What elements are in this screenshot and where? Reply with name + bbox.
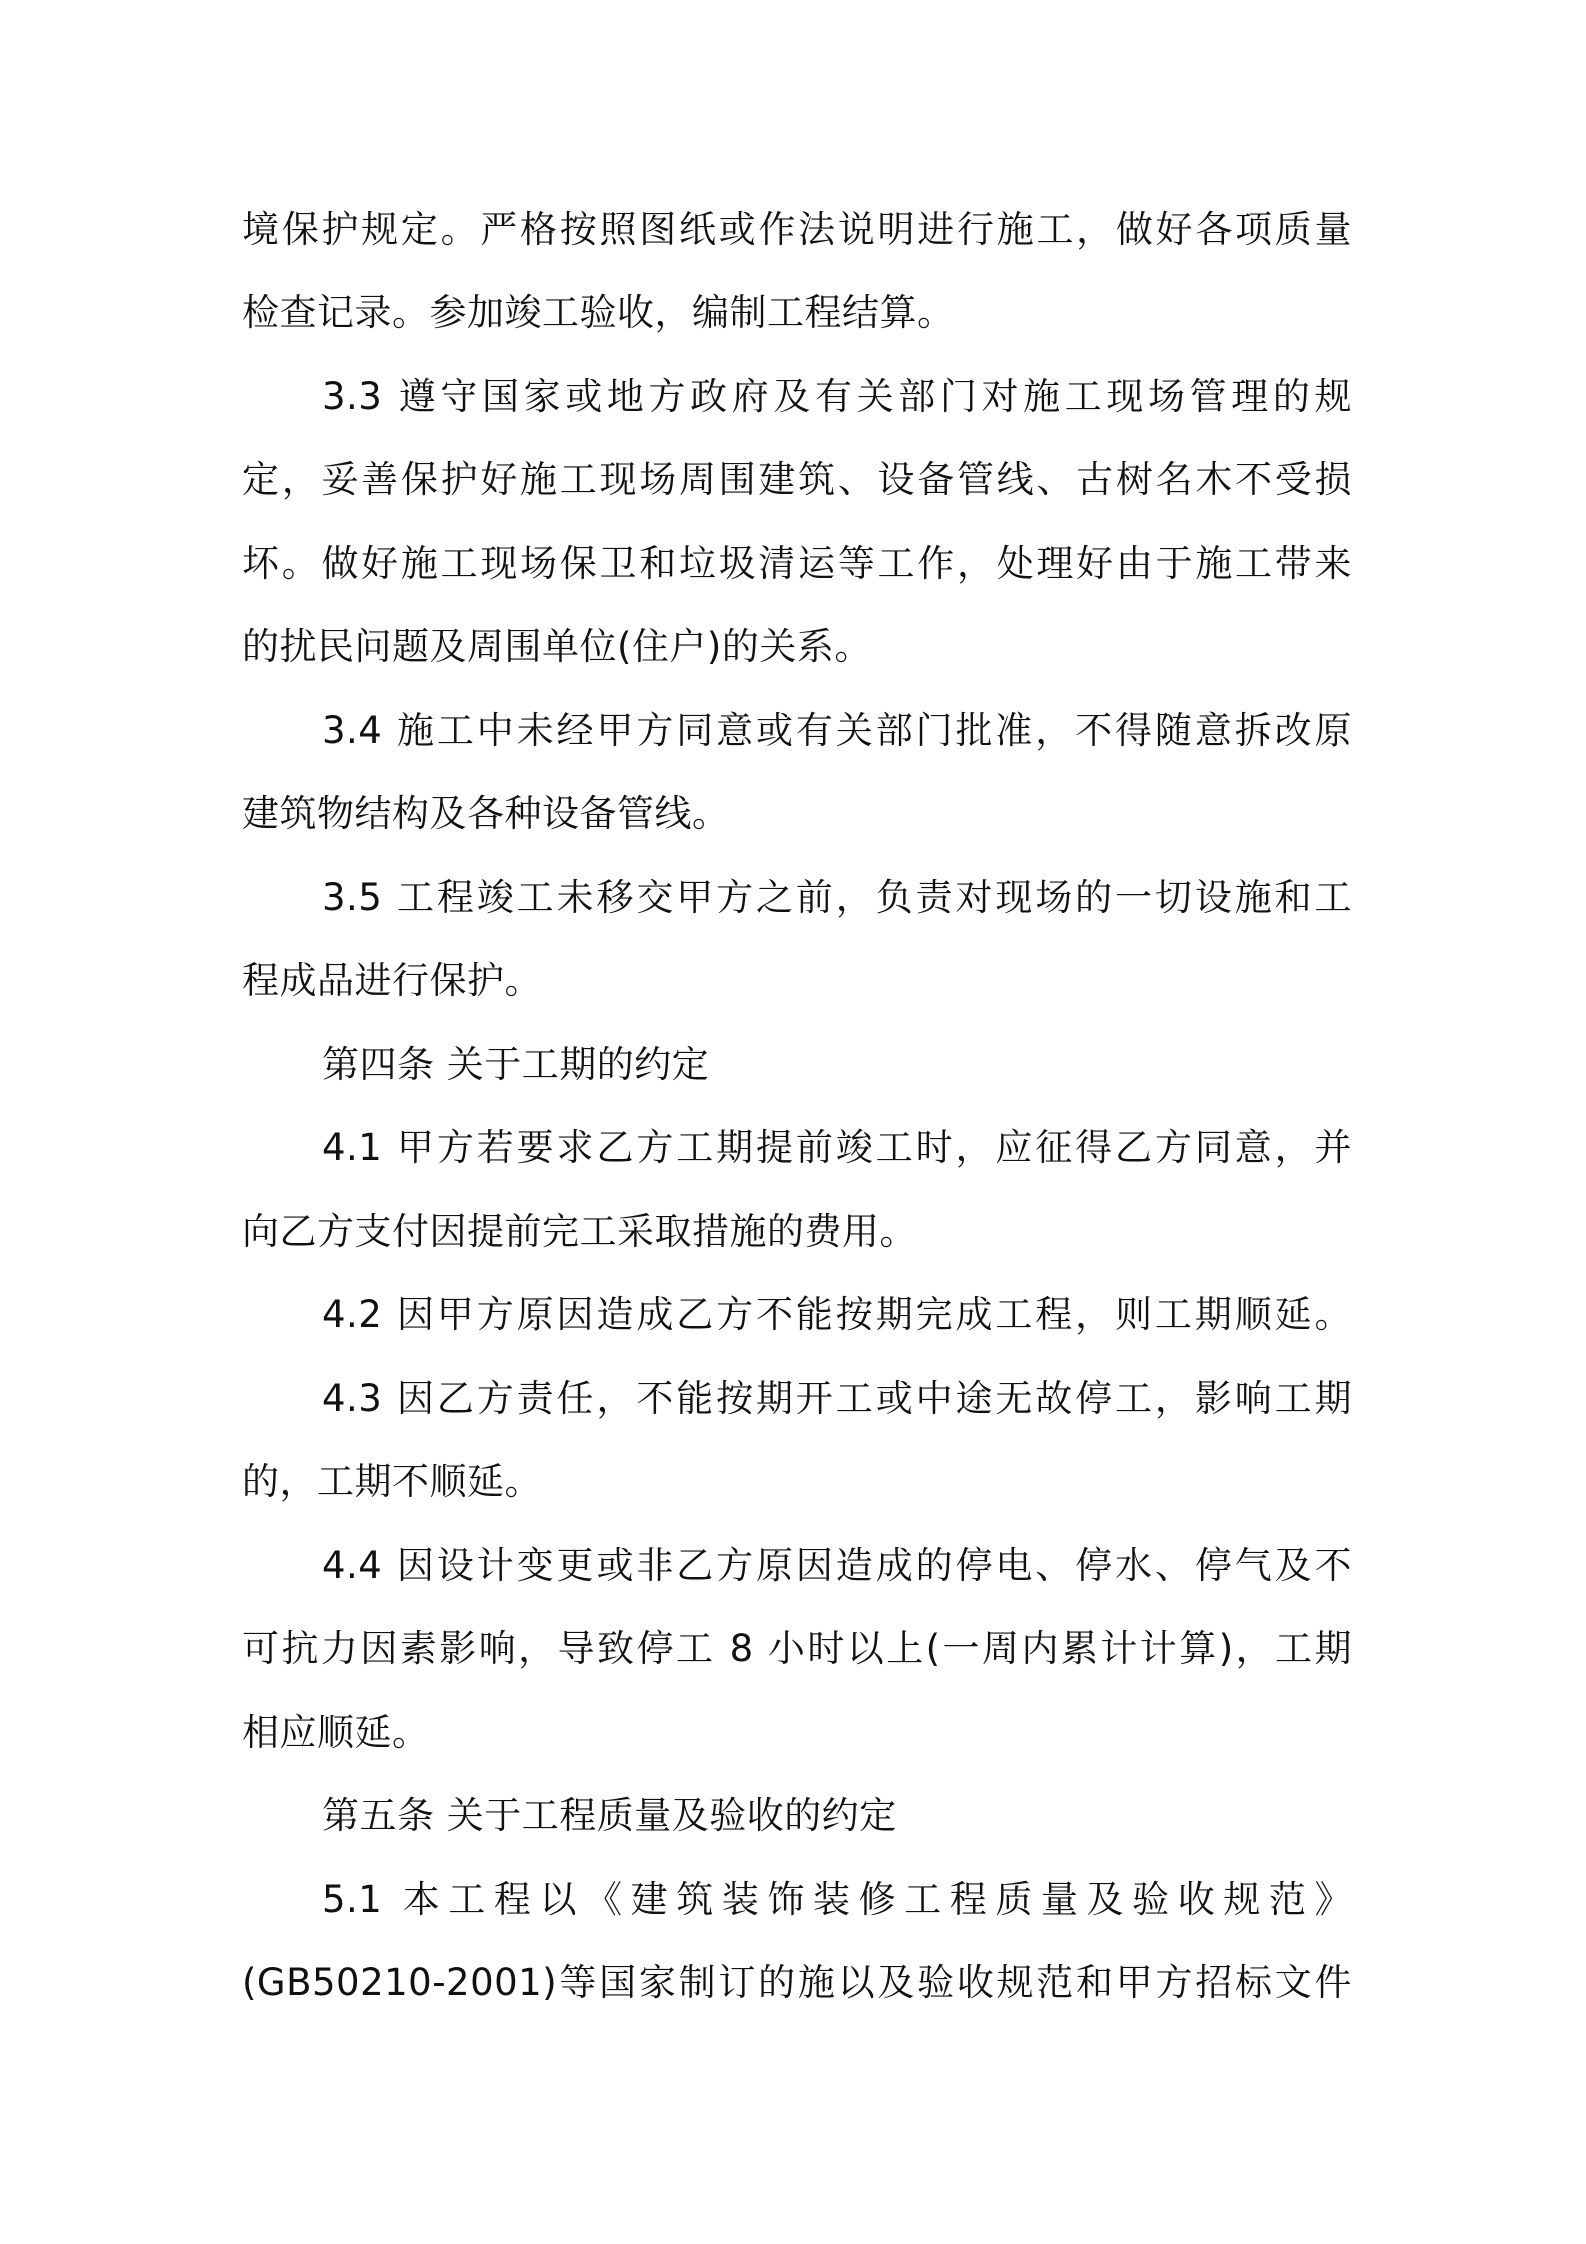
body-text-line: 境保护规定。严格按照图纸或作法说明进行施工，做好各项质量 (242, 208, 1352, 251)
body-text-line: 的扰民问题及周围单位(住户)的关系。 (242, 625, 872, 668)
body-text-line: (GB50210-2001)等国家制订的施以及验收规范和甲方招标文件 (242, 1961, 1352, 2004)
body-text-line: 的，工期不顺延。 (242, 1460, 542, 1503)
body-text-line: 相应顺延。 (242, 1711, 430, 1754)
clause-4-4-line: 4.4 因设计变更或非乙方原因造成的停电、停水、停气及不 (322, 1544, 1352, 1587)
clause-3-4-line: 3.4 施工中未经甲方同意或有关部门批准，不得随意拆改原 (322, 709, 1352, 752)
clause-4-1-line: 4.1 甲方若要求乙方工期提前竣工时，应征得乙方同意，并 (322, 1126, 1352, 1169)
body-text-line: 坏。做好施工现场保卫和垃圾清运等工作，处理好由于施工带来 (242, 542, 1352, 585)
clause-3-5-line: 3.5 工程竣工未移交甲方之前，负责对现场的一切设施和工 (322, 876, 1352, 919)
clause-4-2-line: 4.2 因甲方原因造成乙方不能按期完成工程，则工期顺延。 (322, 1293, 1352, 1336)
body-text-line: 可抗力因素影响，导致停工 8 小时以上(一周内累计计算)，工期 (242, 1627, 1352, 1670)
article-5-heading: 第五条 关于工程质量及验收的约定 (322, 1794, 897, 1837)
body-text-line: 检查记录。参加竣工验收，编制工程结算。 (242, 291, 955, 334)
body-text-line: 建筑物结构及各种设备管线。 (242, 792, 730, 835)
clause-3-3-line: 3.3 遵守国家或地方政府及有关部门对施工现场管理的规 (322, 375, 1352, 418)
body-text-line: 向乙方支付因提前完工采取措施的费用。 (242, 1210, 917, 1253)
clause-4-3-line: 4.3 因乙方责任，不能按期开工或中途无故停工，影响工期 (322, 1377, 1352, 1420)
article-4-heading: 第四条 关于工期的约定 (322, 1043, 710, 1086)
body-text-line: 定，妥善保护好施工现场周围建筑、设备管线、古树名木不受损 (242, 458, 1352, 501)
body-text-line: 程成品进行保护。 (242, 959, 542, 1002)
clause-5-1-line: 5.1 本工程以《建筑装饰装修工程质量及验收规范》 (322, 1878, 1352, 1921)
